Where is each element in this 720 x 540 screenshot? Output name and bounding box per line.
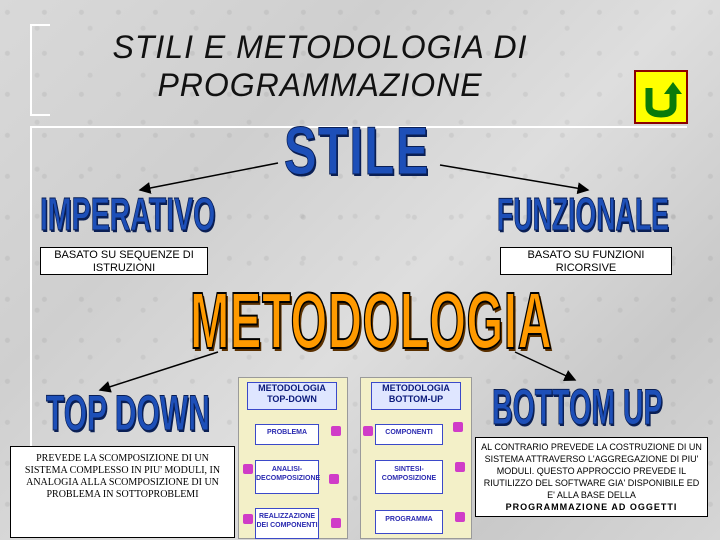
heading-funzionale: FUNZIONALE — [497, 188, 669, 240]
bottom-up-step-sintesi — [375, 460, 443, 494]
imperativo-description-box — [40, 247, 208, 275]
puzzle-piece-icon — [453, 422, 463, 432]
puzzle-piece-icon — [331, 518, 341, 528]
bottom-up-step-programma-label: PROGRAMMA — [385, 516, 433, 523]
bottom-up-step-componenti-label: COMPONENTI — [385, 429, 433, 436]
bottom-up-description-box — [475, 437, 708, 517]
heading-stile: STILE — [284, 113, 430, 189]
bottom-up-diagram-title-2: BOTTOM-UP — [388, 394, 444, 404]
heading-imperativo: IMPERATIVO — [40, 188, 216, 240]
funzionale-description: BASATO SU FUNZIONI RICORSIVE — [527, 249, 645, 274]
top-down-step-analisi — [255, 460, 319, 494]
bottom-up-step-programma — [375, 510, 443, 534]
bottom-up-step-sintesi-label-2: COMPOSIZIONE — [381, 475, 437, 482]
heading-top-down: TOP DOWN — [46, 385, 210, 441]
top-down-description: PREVEDE LA SCOMPOSIZIONE DI UN SISTEMA COMPLESSO IN PIU' MODULI, IN ANALOGIA ALLA SCOMPOSIZIONE DI UN PROBLEMA IN SOTTOPROBLEMI — [24, 453, 221, 500]
title-line-2: PROGRAMMAZIONE — [157, 67, 483, 103]
bottom-up-diagram-title — [371, 382, 461, 410]
title-line-1: STILI E METODOLOGIA DI — [112, 29, 528, 65]
heading-bottom-up: BOTTOM UP — [492, 379, 663, 435]
top-down-step-realizzazione-label-2: DEI COMPONENTI — [256, 522, 318, 529]
bottom-up-description: AL CONTRARIO PREVEDE LA COSTRUZIONE DI UN SISTEMA ATTRAVERSO L'AGGREGAZIONE DI PIU' MODULI. QUESTO APPROCCIO PREVEDE IL RIUTILIZZO DEL SOFTWARE GIA' DISPONIBILE ED E' ALLA BASE DELLA — [481, 442, 702, 500]
top-down-diagram-title-2: TOP-DOWN — [267, 394, 317, 404]
top-down-step-realizzazione-label-1: REALIZZAZIONE — [259, 513, 315, 520]
top-down-diagram — [238, 377, 348, 539]
bottom-up-step-sintesi-label-1: SINTESI- — [394, 466, 424, 473]
puzzle-piece-icon — [455, 512, 465, 522]
top-down-step-realizzazione — [255, 508, 319, 539]
top-down-step-analisi-label-1: ANALISI- — [271, 466, 303, 473]
top-down-diagram-title — [247, 382, 337, 410]
imperativo-description: BASATO SU SEQUENZE DI ISTRUZIONI — [54, 249, 194, 274]
bottom-up-step-componenti — [375, 424, 443, 445]
puzzle-piece-icon — [243, 464, 253, 474]
heading-metodologia: METODOLOGIA — [190, 276, 553, 365]
puzzle-piece-icon — [363, 426, 373, 436]
bottom-up-diagram-title-1: METODOLOGIA — [382, 383, 450, 393]
top-down-diagram-title-1: METODOLOGIA — [258, 383, 326, 393]
top-down-description-box — [10, 446, 235, 538]
top-down-step-problema — [255, 424, 319, 445]
puzzle-piece-icon — [243, 514, 253, 524]
bottom-up-description-emphasis: PROGRAMMAZIONE AD OGGETTI — [505, 502, 678, 512]
top-down-step-problema-label: PROBLEMA — [266, 429, 308, 436]
puzzle-piece-icon — [455, 462, 465, 472]
puzzle-piece-icon — [329, 474, 339, 484]
puzzle-piece-icon — [331, 426, 341, 436]
bottom-up-diagram — [360, 377, 472, 539]
funzionale-description-box — [500, 247, 672, 275]
top-down-step-analisi-label-2: DECOMPOSIZIONE — [256, 475, 321, 482]
